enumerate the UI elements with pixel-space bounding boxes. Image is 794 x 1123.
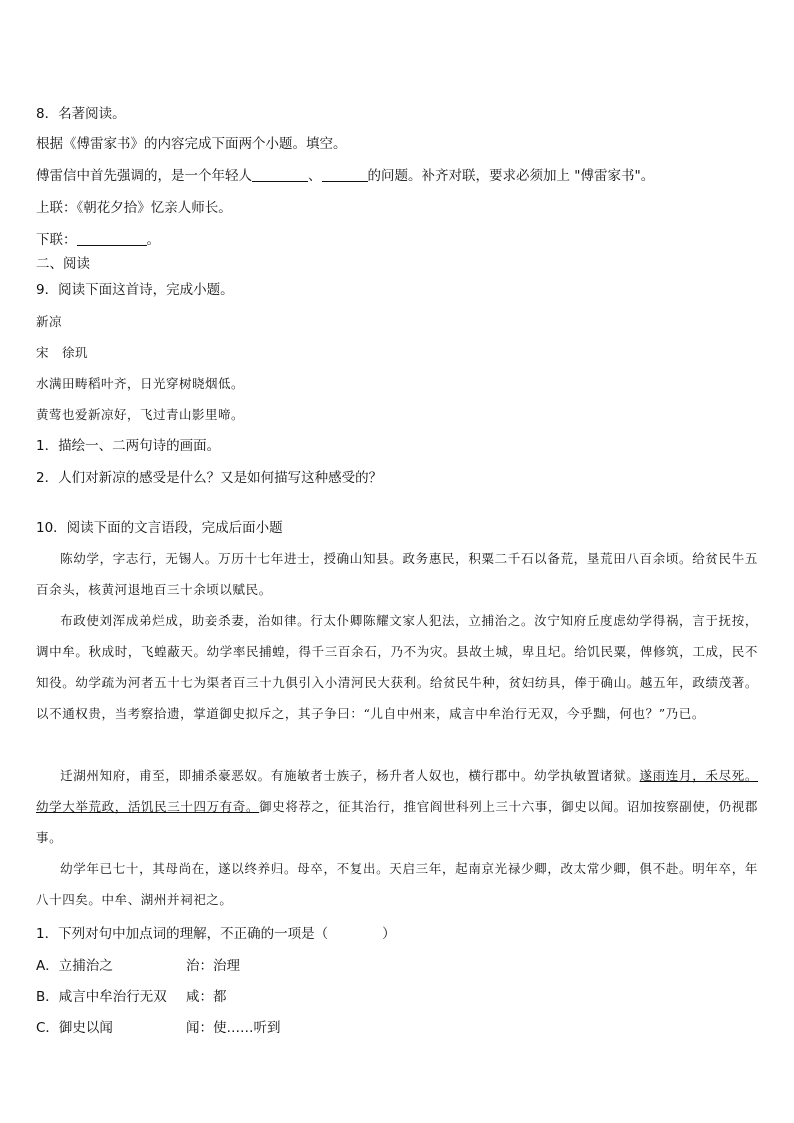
passage-paragraph-2 xyxy=(36,605,758,729)
q8-lower-label: 下联： xyxy=(36,232,77,248)
q10-sub1-text: 1．下列对句中加点词的理解，不正确的一项是（ xyxy=(36,926,329,942)
poem-line-2: 黄莺也爱新凉好，飞过青山影里啼。 xyxy=(36,407,245,422)
q8-upper-couplet: 上联：《朝花夕拾》忆亲人师长。 xyxy=(36,200,232,216)
q10-subquestion-1 xyxy=(36,924,396,944)
q10-title: 10．阅读下面的文言语段，完成后面小题 xyxy=(36,520,283,536)
q9-subquestion-2: 2．人们对新凉的感受是什么？又是如何描写这种感受的？ xyxy=(36,470,383,486)
passage-text-2: 布政使刘浑成弟烂成，助妾杀妻，治如律。行太仆卿陈耀文家人犯法，立捕治之。汝宁知府丘度虑幼学得祸，言于抚按，调中牟。秋成时，飞蝗蔽天。幼学率民捕蝗，得千三百余石，乃不为灾。县故土城，卑且圮。给饥民粟，俾修筑，工成，民不知役。幼学疏为河者五十七为渠者百三十九俱引入小清河民大获利。给贫民牛种，贫妇纺具，俸于确山。越五年，政绩茂著。以不通权贵，当考察拾遗，掌道御史拟斥之，其子争曰：“儿自中州来，咸言中牟治行无双，今乎黜，何也？”乃已。 xyxy=(36,613,758,721)
option-b xyxy=(36,987,227,1007)
section-heading: 二、阅读 xyxy=(36,256,90,272)
answer-blank-2[interactable] xyxy=(322,167,368,182)
passage-text-1: 陈幼学，字志行，无锡人。万历十七年进士，授确山知县。政务惠民，积粟二千石以备荒，垦荒田八百余顷。给贫民牛五百余头，核黄河退地百三十余顷以赋民。 xyxy=(36,551,758,597)
q8-intro: 根据《傅雷家书》的内容完成下面两个小题。填空。 xyxy=(36,136,347,152)
passage-paragraph-1 xyxy=(36,543,758,605)
q8-fill-text-b: 的问题。补齐对联，要求必须加上 "傅雷家书"。 xyxy=(367,168,655,184)
answer-blank-3[interactable] xyxy=(77,231,147,246)
q8-fill-in xyxy=(36,166,654,186)
q8-title: 8．名著阅读。 xyxy=(36,106,126,122)
passage-text-3a: 迁湖州知府，甫至，即捕杀豪恶奴。有施敏者士族子，杨升者人奴也，横行郡中。幼学执敏置诸狱。 xyxy=(60,768,640,783)
q8-fill-sep: 、 xyxy=(308,168,322,184)
option-c xyxy=(36,1018,281,1038)
q8-fill-text-a: 傅雷信中首先强调的，是一个年轻人 xyxy=(36,168,252,184)
passage-paragraph-3 xyxy=(36,760,758,853)
poem-title: 新凉 xyxy=(36,314,63,329)
q9-title: 9．阅读下面这首诗，完成小题。 xyxy=(36,282,234,298)
answer-blank-1[interactable] xyxy=(252,167,308,182)
option-c-label: C．御史以闻 xyxy=(36,1020,113,1036)
passage-underlined-sentence: 遂雨连月，禾尽死。幼学大举荒政，活饥民三十四万有奇。 xyxy=(36,768,759,814)
passage-text-4: 幼学年已七十，其母尚在，遂以终养归。母卒，不复出。天启三年，起南京光禄少卿，改太常少卿，俱不赴。明年卒，年八十四矣。中牟、湖州并祠祀之。 xyxy=(36,861,758,907)
option-a-gloss: 治：治理 xyxy=(186,958,240,974)
option-c-gloss: 闻：使……听到 xyxy=(186,1020,281,1036)
q9-subquestion-1: 1．描绘一、二两句诗的画面。 xyxy=(36,438,221,454)
q10-sub1-end: ） xyxy=(382,926,396,942)
option-b-label: B．咸言中牟治行无双 xyxy=(36,989,167,1005)
passage-paragraph-4 xyxy=(36,853,758,915)
option-b-gloss: 咸：都 xyxy=(186,989,227,1005)
poem-line-1: 水满田畴稻叶齐，日光穿树晓烟低。 xyxy=(36,376,245,391)
passage-text-3b: 御史将荐之，征其治行，推官阎世科列上三十六事，御史以闻。诏加按察副使，仍视郡事。 xyxy=(36,799,758,845)
q8-lower-couplet xyxy=(36,230,160,250)
poem-author: 宋 徐玑 xyxy=(36,345,89,360)
option-a xyxy=(36,956,240,976)
q8-lower-end: 。 xyxy=(146,232,160,248)
option-a-label: A．立捕治之 xyxy=(36,958,113,974)
